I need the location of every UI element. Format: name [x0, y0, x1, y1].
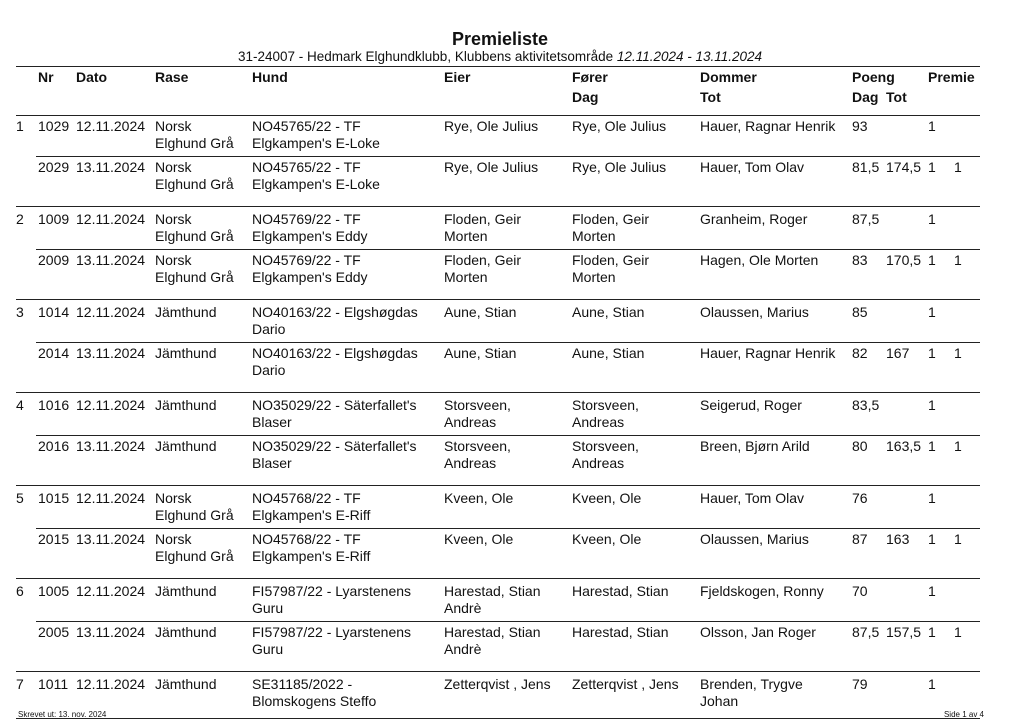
result-group: [16, 393, 980, 486]
cell-dommer: [700, 118, 835, 135]
cell-tot: 163,5: [886, 438, 922, 454]
cell-line: Andreas: [572, 414, 625, 430]
cell-p1: 1: [928, 345, 936, 361]
cell-dag: 79: [852, 676, 868, 692]
table-row: [16, 250, 980, 290]
cell-line: Elgkampen's E-Riff: [252, 507, 371, 523]
cell-forer: [572, 304, 644, 321]
cell-dommer: [700, 304, 809, 321]
cell-line: Andrè: [444, 641, 482, 657]
cell-nr: 2029: [38, 159, 70, 175]
header-rase: Rase: [155, 69, 189, 85]
header-hund: Hund: [252, 69, 288, 85]
header-eier: Eier: [444, 69, 471, 85]
header-forer: Fører: [572, 69, 608, 85]
cell-hund: [252, 397, 417, 431]
cell-nr: 1011: [38, 676, 69, 692]
cell-line: Rye, Ole Julius: [572, 118, 667, 134]
page-subtitle: [0, 49, 1000, 64]
table-row: [16, 581, 980, 621]
header-poeng: Poeng: [852, 69, 895, 85]
cell-dommer: [700, 159, 804, 176]
cell-dommer: [700, 676, 803, 710]
table-row: [16, 209, 980, 249]
cell-rase: [155, 624, 216, 641]
cell-forer: [572, 583, 669, 600]
cell-hund: [252, 490, 370, 524]
cell-line: Elghund Grå: [155, 228, 234, 244]
cell-rase: [155, 490, 234, 524]
cell-line: Hauer, Tom Olav: [700, 490, 805, 506]
cell-dag: 87: [852, 531, 868, 547]
cell-nr: 1005: [38, 583, 70, 599]
subtitle-text: 31-24007 - Hedmark Elghundklubb, Klubbens aktivitetsområde: [237, 49, 614, 64]
cell-forer: [572, 118, 666, 135]
cell-line: Harestad, Stian: [444, 624, 541, 640]
cell-line: NO40163/22 - Elgshøgdas: [252, 304, 418, 320]
cell-line: Johan: [700, 693, 739, 709]
cell-dag: 87,5: [852, 211, 880, 227]
cell-dato: 13.11.2024: [76, 159, 146, 175]
cell-dato: 12.11.2024: [76, 118, 146, 134]
result-table: [16, 114, 980, 719]
page-title: Premieliste: [451, 29, 549, 49]
cell-dato: 13.11.2024: [76, 624, 146, 640]
cell-line: Norsk: [155, 211, 192, 227]
cell-line: Brenden, Trygve: [700, 676, 803, 692]
cell-nr: 1029: [38, 118, 70, 134]
cell-line: Hauer, Tom Olav: [700, 159, 805, 175]
cell-line: Fjeldskogen, Ronny: [700, 583, 824, 599]
cell-line: Elgkampen's E-Loke: [252, 135, 380, 151]
cell-forer: [572, 490, 641, 507]
cell-p1: 1: [928, 676, 936, 692]
group-index: 3: [16, 304, 24, 320]
cell-line: Norsk: [155, 159, 192, 175]
cell-line: Harestad, Stian: [572, 624, 669, 640]
cell-rase: [155, 345, 216, 362]
cell-dag: 81,5: [852, 159, 880, 175]
cell-nr: 1009: [38, 211, 70, 227]
cell-line: Hauer, Ragnar Henrik: [700, 118, 836, 134]
cell-line: Storsveen,: [572, 438, 639, 454]
header-poeng-tot: Tot: [886, 89, 907, 105]
cell-line: Rye, Ole Julius: [444, 159, 539, 175]
cell-rase: [155, 531, 234, 565]
cell-line: Jämthund: [155, 304, 217, 320]
table-row: [16, 343, 980, 383]
cell-line: Elghund Grå: [155, 135, 234, 151]
result-group: [16, 300, 980, 393]
group-index: 7: [16, 676, 24, 692]
cell-tot: 157,5: [886, 624, 922, 640]
cell-line: Kveen, Ole: [444, 531, 514, 547]
cell-p1: 1: [928, 531, 936, 547]
cell-line: NO45765/22 - TF: [252, 159, 361, 175]
cell-line: Guru: [252, 641, 284, 657]
cell-line: Elghund Grå: [155, 176, 234, 192]
cell-dato: 13.11.2024: [76, 345, 146, 361]
cell-line: Elgkampen's Eddy: [252, 228, 368, 244]
cell-line: Floden, Geir: [444, 252, 522, 268]
cell-forer: [572, 624, 669, 641]
cell-nr: 2016: [38, 438, 70, 454]
cell-forer: [572, 252, 649, 286]
cell-line: NO35029/22 - Säterfallet's: [252, 438, 417, 454]
cell-line: Harestad, Stian: [572, 583, 669, 599]
cell-hund: [252, 624, 411, 658]
cell-line: Aune, Stian: [444, 345, 517, 361]
cell-line: Andreas: [444, 455, 497, 471]
cell-line: Zetterqvist , Jens: [572, 676, 679, 692]
group-index: 2: [16, 211, 24, 227]
cell-line: NO45769/22 - TF: [252, 252, 361, 268]
group-index: 5: [16, 490, 24, 506]
table-row: [16, 116, 980, 156]
cell-p1: 1: [928, 304, 936, 320]
cell-line: Harestad, Stian: [444, 583, 541, 599]
cell-p1: 1: [928, 438, 936, 454]
cell-eier: [444, 345, 516, 362]
cell-dag: 76: [852, 490, 868, 506]
cell-dag: 83: [852, 252, 868, 268]
cell-line: Aune, Stian: [572, 304, 645, 320]
cell-line: Elghund Grå: [155, 507, 234, 523]
cell-eier: [444, 159, 538, 176]
cell-line: Olsson, Jan Roger: [700, 624, 816, 640]
cell-line: Jämthund: [155, 345, 217, 361]
cell-line: Kveen, Ole: [444, 490, 514, 506]
cell-dommer: [700, 252, 818, 269]
cell-tot: 174,5: [886, 159, 922, 175]
cell-forer: [572, 397, 639, 431]
group-index: 4: [16, 397, 24, 413]
cell-line: Granheim, Roger: [700, 211, 808, 227]
cell-dommer: [700, 531, 809, 548]
table-row: [16, 674, 980, 714]
cell-eier: [444, 211, 521, 245]
cell-line: Jämthund: [155, 624, 217, 640]
cell-line: Storsveen,: [444, 397, 511, 413]
cell-line: Kveen, Ole: [572, 531, 642, 547]
cell-dato: 12.11.2024: [76, 583, 146, 599]
cell-nr: 1015: [38, 490, 70, 506]
cell-line: Norsk: [155, 252, 192, 268]
result-group: [16, 672, 980, 719]
cell-line: FI57987/22 - Lyarstenens: [252, 624, 412, 640]
cell-line: Kveen, Ole: [572, 490, 642, 506]
cell-p1: 1: [928, 624, 936, 640]
cell-eier: [444, 438, 511, 472]
header-dato: Dato: [76, 69, 108, 85]
cell-forer: [572, 211, 649, 245]
cell-line: Elgkampen's Eddy: [252, 269, 368, 285]
cell-eier: [444, 531, 513, 548]
cell-rase: [155, 583, 216, 600]
table-row: [16, 157, 980, 197]
cell-line: Rye, Ole Julius: [572, 159, 667, 175]
cell-dag: 82: [852, 345, 868, 361]
cell-rase: [155, 159, 234, 193]
header-dommer-tot: Tot: [700, 89, 721, 105]
cell-eier: [444, 583, 541, 617]
cell-line: NO45769/22 - TF: [252, 211, 361, 227]
cell-eier: [444, 676, 551, 693]
cell-dato: 12.11.2024: [76, 676, 146, 692]
cell-forer: [572, 159, 666, 176]
cell-p2: 1: [954, 438, 962, 454]
cell-dommer: [700, 438, 810, 455]
table-row: [16, 436, 980, 476]
cell-tot: 163: [886, 531, 910, 547]
cell-p1: 1: [928, 211, 936, 227]
cell-forer: [572, 676, 679, 693]
cell-eier: [444, 624, 541, 658]
cell-line: Andreas: [444, 414, 497, 430]
table-row: [16, 622, 980, 662]
cell-line: Floden, Geir: [572, 211, 650, 227]
cell-p1: 1: [928, 397, 936, 413]
cell-hund: [252, 211, 368, 245]
result-group: [16, 207, 980, 300]
cell-line: NO45765/22 - TF: [252, 118, 361, 134]
cell-rase: [155, 304, 216, 321]
cell-p2: 1: [954, 159, 962, 175]
cell-hund: [252, 345, 418, 379]
cell-line: Norsk: [155, 490, 192, 506]
cell-p1: 1: [928, 583, 936, 599]
cell-line: Floden, Geir: [444, 211, 522, 227]
cell-rase: [155, 211, 234, 245]
cell-dommer: [700, 397, 802, 414]
cell-dommer: [700, 211, 807, 228]
cell-nr: 1014: [38, 304, 70, 320]
cell-line: Olaussen, Marius: [700, 531, 809, 547]
header-premie: Premie: [928, 69, 975, 85]
cell-dato: 13.11.2024: [76, 438, 146, 454]
cell-nr: 2005: [38, 624, 70, 640]
cell-eier: [444, 490, 513, 507]
cell-p1: 1: [928, 252, 936, 268]
printed-date: Skrevet ut: 13. nov. 2024: [18, 710, 107, 719]
result-group: [16, 579, 980, 672]
cell-dato: 13.11.2024: [76, 252, 146, 268]
cell-forer: [572, 531, 641, 548]
group-index: 6: [16, 583, 24, 599]
cell-line: NO35029/22 - Säterfallet's: [252, 397, 417, 413]
cell-line: Andreas: [572, 455, 625, 471]
cell-line: Andrè: [444, 600, 482, 616]
cell-line: Elgkampen's E-Loke: [252, 176, 380, 192]
cell-p1: 1: [928, 159, 936, 175]
cell-line: Storsveen,: [572, 397, 639, 413]
cell-p2: 1: [954, 624, 962, 640]
cell-line: Rye, Ole Julius: [444, 118, 539, 134]
cell-eier: [444, 252, 521, 286]
header-poeng-dag: Dag: [852, 89, 879, 105]
table-row: [16, 529, 980, 569]
cell-nr: 1016: [38, 397, 70, 413]
cell-line: Jämthund: [155, 397, 217, 413]
cell-line: Dario: [252, 321, 286, 337]
cell-line: Blomskogens Steffo: [252, 693, 377, 709]
cell-p1: 1: [928, 490, 936, 506]
cell-eier: [444, 397, 511, 431]
cell-hund: [252, 531, 370, 565]
cell-nr: 2014: [38, 345, 70, 361]
cell-forer: [572, 345, 644, 362]
cell-dato: 12.11.2024: [76, 490, 146, 506]
cell-tot: 167: [886, 345, 910, 361]
cell-rase: [155, 397, 216, 414]
cell-nr: 2009: [38, 252, 70, 268]
result-group: [16, 114, 980, 207]
cell-rase: [155, 252, 234, 286]
cell-line: Hauer, Ragnar Henrik: [700, 345, 836, 361]
cell-eier: [444, 118, 538, 135]
cell-line: Norsk: [155, 531, 192, 547]
cell-p2: 1: [954, 531, 962, 547]
table-row: [16, 488, 980, 528]
cell-dommer: [700, 583, 824, 600]
header-dommer: Dommer: [700, 69, 757, 85]
cell-rase: [155, 118, 234, 152]
cell-hund: [252, 676, 376, 710]
cell-line: Aune, Stian: [572, 345, 645, 361]
cell-line: Elghund Grå: [155, 269, 234, 285]
cell-line: Morten: [572, 228, 616, 244]
cell-line: NO45768/22 - TF: [252, 490, 361, 506]
cell-line: Morten: [572, 269, 616, 285]
cell-hund: [252, 304, 418, 338]
cell-line: Dario: [252, 362, 286, 378]
cell-line: Elghund Grå: [155, 548, 234, 564]
header-forer-dag: Dag: [572, 89, 599, 105]
cell-line: Seigerud, Roger: [700, 397, 802, 413]
cell-hund: [252, 159, 380, 193]
cell-line: Norsk: [155, 118, 192, 134]
cell-line: Elgkampen's E-Riff: [252, 548, 371, 564]
cell-tot: 170,5: [886, 252, 922, 268]
cell-line: Hagen, Ole Morten: [700, 252, 819, 268]
cell-line: Blaser: [252, 414, 292, 430]
cell-p2: 1: [954, 345, 962, 361]
cell-dag: 80: [852, 438, 868, 454]
cell-line: Jämthund: [155, 583, 217, 599]
cell-line: Morten: [444, 269, 488, 285]
table-row: [16, 395, 980, 435]
cell-dato: 12.11.2024: [76, 211, 146, 227]
cell-line: Zetterqvist , Jens: [444, 676, 551, 692]
cell-nr: 2015: [38, 531, 70, 547]
cell-dommer: [700, 624, 816, 641]
cell-line: NO45768/22 - TF: [252, 531, 361, 547]
cell-dag: 83,5: [852, 397, 880, 413]
cell-line: Olaussen, Marius: [700, 304, 809, 320]
cell-rase: [155, 676, 216, 693]
cell-hund: [252, 583, 411, 617]
cell-line: Morten: [444, 228, 488, 244]
cell-line: FI57987/22 - Lyarstenens: [252, 583, 412, 599]
cell-line: Jämthund: [155, 676, 217, 692]
result-group: [16, 486, 980, 579]
cell-line: Floden, Geir: [572, 252, 650, 268]
cell-dato: 13.11.2024: [76, 531, 146, 547]
cell-line: Aune, Stian: [444, 304, 517, 320]
cell-line: Breen, Bjørn Arild: [700, 438, 810, 454]
cell-line: Blaser: [252, 455, 292, 471]
cell-line: NO40163/22 - Elgshøgdas: [252, 345, 418, 361]
cell-dag: 93: [852, 118, 868, 134]
table-header: [16, 66, 980, 116]
cell-dommer: [700, 490, 804, 507]
table-row: [16, 302, 980, 342]
cell-line: SE31185/2022 -: [252, 676, 353, 692]
cell-dato: 12.11.2024: [76, 304, 146, 320]
header-nr: Nr: [38, 69, 54, 85]
cell-dag: 85: [852, 304, 868, 320]
cell-hund: [252, 118, 380, 152]
cell-dommer: [700, 345, 835, 362]
cell-dato: 12.11.2024: [76, 397, 146, 413]
cell-forer: [572, 438, 639, 472]
cell-hund: [252, 438, 417, 472]
cell-dag: 87,5: [852, 624, 880, 640]
group-index: 1: [16, 118, 24, 134]
cell-dag: 70: [852, 583, 868, 599]
cell-p1: 1: [928, 118, 936, 134]
cell-line: Guru: [252, 600, 284, 616]
cell-eier: [444, 304, 516, 321]
subtitle-dates: 12.11.2024 - 13.11.2024: [616, 49, 763, 64]
page-number: Side 1 av 4: [943, 710, 984, 719]
cell-line: Jämthund: [155, 438, 217, 454]
cell-line: Storsveen,: [444, 438, 511, 454]
cell-rase: [155, 438, 216, 455]
cell-p2: 1: [954, 252, 962, 268]
cell-hund: [252, 252, 368, 286]
